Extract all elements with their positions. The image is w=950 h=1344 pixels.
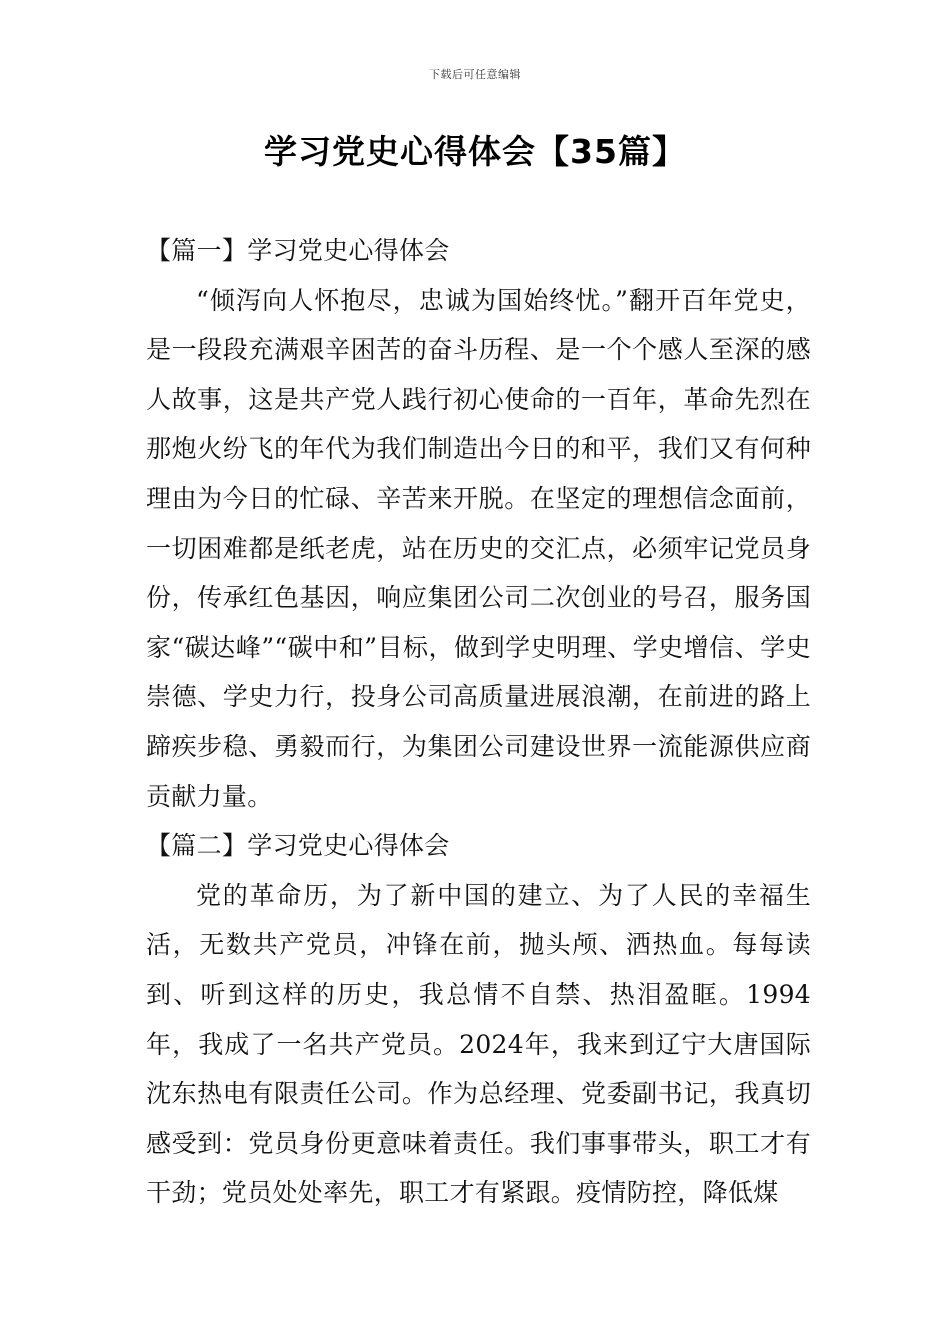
- header-note: 下载后可任意编辑: [429, 68, 521, 81]
- document-body: [146, 226, 811, 1218]
- document-title: 学习党史心得体会【35篇】: [264, 132, 686, 171]
- section-paragraph-1: “倾泻向人怀抱尽，忠诚为国始终忧。”翻开百年党史，是一段段充满艰辛困苦的奋斗历程、是一个个感人至深的感人故事，这是共产党人践行初心使命的一百年，革命先烈在那炮火纷飞的年代为我们制造出今日的和平，我们又有何种理由为今日的忙碌、辛苦来开脱。在坚定的理想信念面前，一切困难都是纸老虎，站在历史的交汇点，必须牢记党员身份，传承红色基因，响应集团公司二次创业的号召，服务国家“碳达峰”“碳中和”目标，做到学史明理、学史增信、学史崇德、学史力行，投身公司高质量进展浪潮，在前进的路上蹄疾步稳、勇毅而行，为集团公司建设世界一流能源供应商贡献力量。: [146, 285, 811, 811]
- section-paragraph-2: 党的革命历，为了新中国的建立、为了人民的幸福生活，无数共产党员，冲锋在前，抛头颅、洒热血。每每读到、听到这样的历史，我总情不自禁、热泪盈眶。1994年，我成了一名共产党员。2024年，我来到辽宁大唐国际沈东热电有限责任公司。作为总经理、党委副书记，我真切感受到：党员身份更意味着责任。我们事事带头，职工才有干劲；党员处处率先，职工才有紧跟。疫情防控，降低煤: [146, 880, 811, 1208]
- section-heading-1: 【篇一】学习党史心得体会: [146, 236, 450, 265]
- section-heading-2: 【篇二】学习党史心得体会: [146, 831, 450, 861]
